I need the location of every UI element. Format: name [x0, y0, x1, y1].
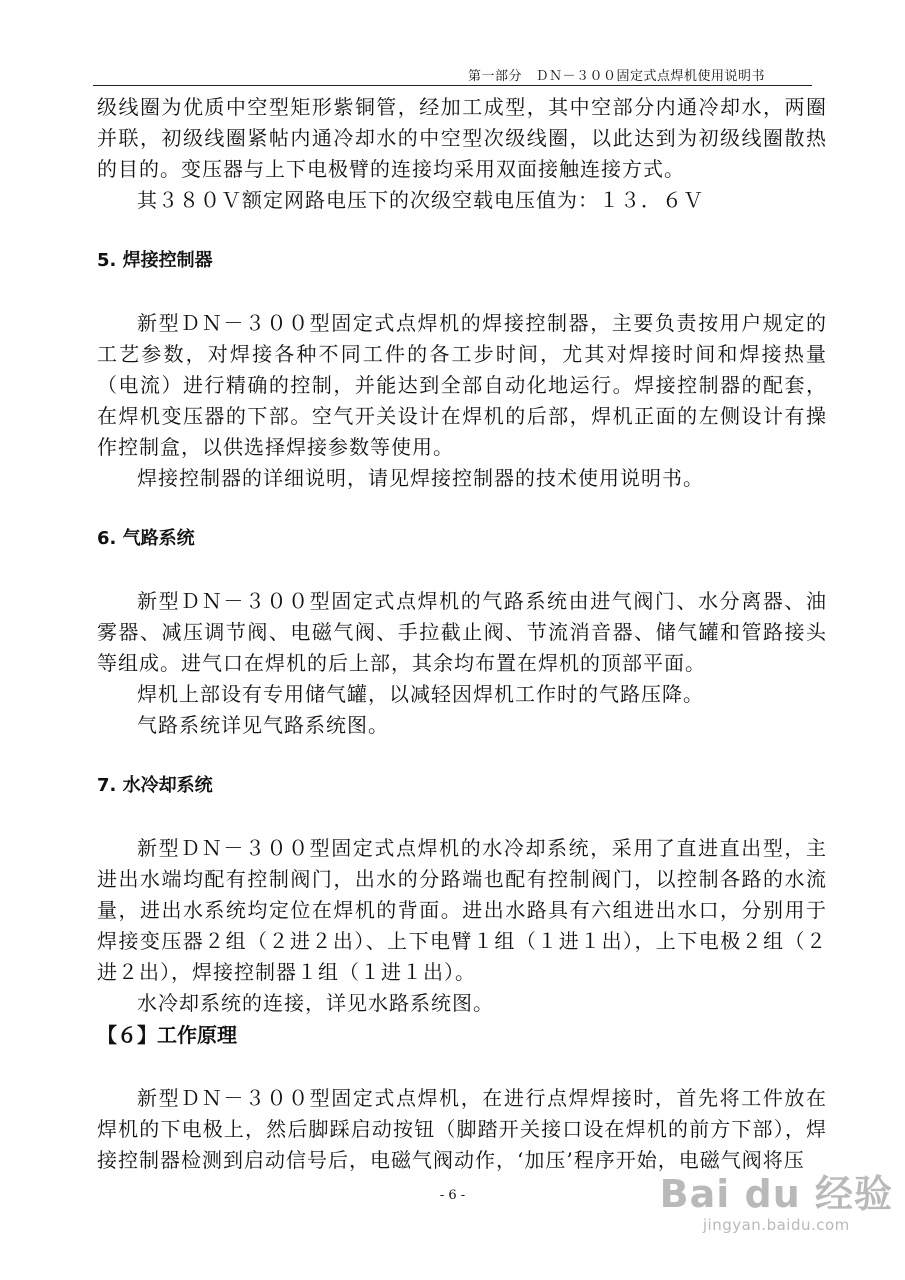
- paragraph: 其３８０Ｖ额定网路电压下的次级空载电压值为：１３．６Ｖ: [137, 188, 704, 212]
- paragraph: 气路系统详见气路系统图。: [137, 713, 389, 737]
- baidu-jingyan-watermark: [660, 1172, 893, 1234]
- paragraph: 新型ＤＮ－３００型固定式点焊机的水冷却系统，采用了直进直出型，主进出水端均配有控制阀门，出水的分路端也配有控制阀门，以控制各路的水流量，进出水系统均定位在焊机的背面。进出水路具有六组进出水口，分别用于焊接变压器２组（２进２出）、上下电臂１组（１进１出），上下电极２组（２进２出），焊接控制器１组（１进１出）。: [97, 836, 827, 984]
- section-heading-6: 6. 气路系统: [97, 528, 195, 549]
- paragraph: 水冷却系统的连接，详见水路系统图。: [137, 991, 494, 1015]
- watermark-logo-text: Bai du 经验: [659, 1172, 893, 1216]
- section-heading-5: 5. 焊接控制器: [97, 250, 213, 271]
- page-number: - 6 -: [439, 1188, 466, 1203]
- header-rule: [93, 85, 812, 86]
- paragraph: 新型ＤＮ－３００型固定式点焊机，在进行点焊焊接时，首先将工件放在焊机的下电极上，然后脚踩启动按钮（脚踏开关接口设在焊机的前方下部），焊接控制器检测到启动信号后，电磁气阀动作，‘加压’程序开始，电磁气阀将压: [97, 1086, 827, 1172]
- paragraph: 焊接控制器的详细说明，请见焊接控制器的技术使用说明书。: [137, 466, 704, 490]
- paragraph: 新型ＤＮ－３００型固定式点焊机的焊接控制器，主要负责按用户规定的工艺参数，对焊接各种不同工件的各工步时间，尤其对焊接时间和焊接热量（电流）进行精确的控制，并能达到全部自动化地运行。焊接控制器的配套，在焊机变压器的下部。空气开关设计在焊机的后部，焊机正面的左侧设计有操作控制盒，以供选择焊接参数等使用。: [97, 311, 827, 459]
- paragraph: 焊机上部设有专用储气罐，以减轻因焊机工作时的气路压降。: [137, 682, 704, 706]
- section-heading-7: 7. 水冷却系统: [97, 775, 213, 796]
- watermark-logo: [660, 1172, 893, 1216]
- watermark-url: jingyan.baidu.com: [702, 1216, 850, 1234]
- paragraph: 级线圈为优质中空型矩形紫铜管，经加工成型，其中空部分内通冷却水，两圈并联，初级线圈紧帖内通冷却水的中空型次级线圈，以此达到为初级线圈散热的目的。变压器与上下电极臂的连接均采用双面接触连接方式。: [97, 95, 827, 181]
- document-body: [97, 92, 827, 1176]
- section-heading-principle: 【６】工作原理: [97, 1023, 237, 1047]
- paragraph: 新型ＤＮ－３００型固定式点焊机的气路系统由进气阀门、水分离器、油雾器、减压调节阀、电磁气阀、手拉截止阀、节流消音器、储气罐和管路接头等组成。进气口在焊机的后上部，其余均布置在焊机的顶部平面。: [97, 589, 827, 675]
- header-title: 第一部分 ＤＮ－３００固定式点焊机使用说明书: [467, 69, 765, 84]
